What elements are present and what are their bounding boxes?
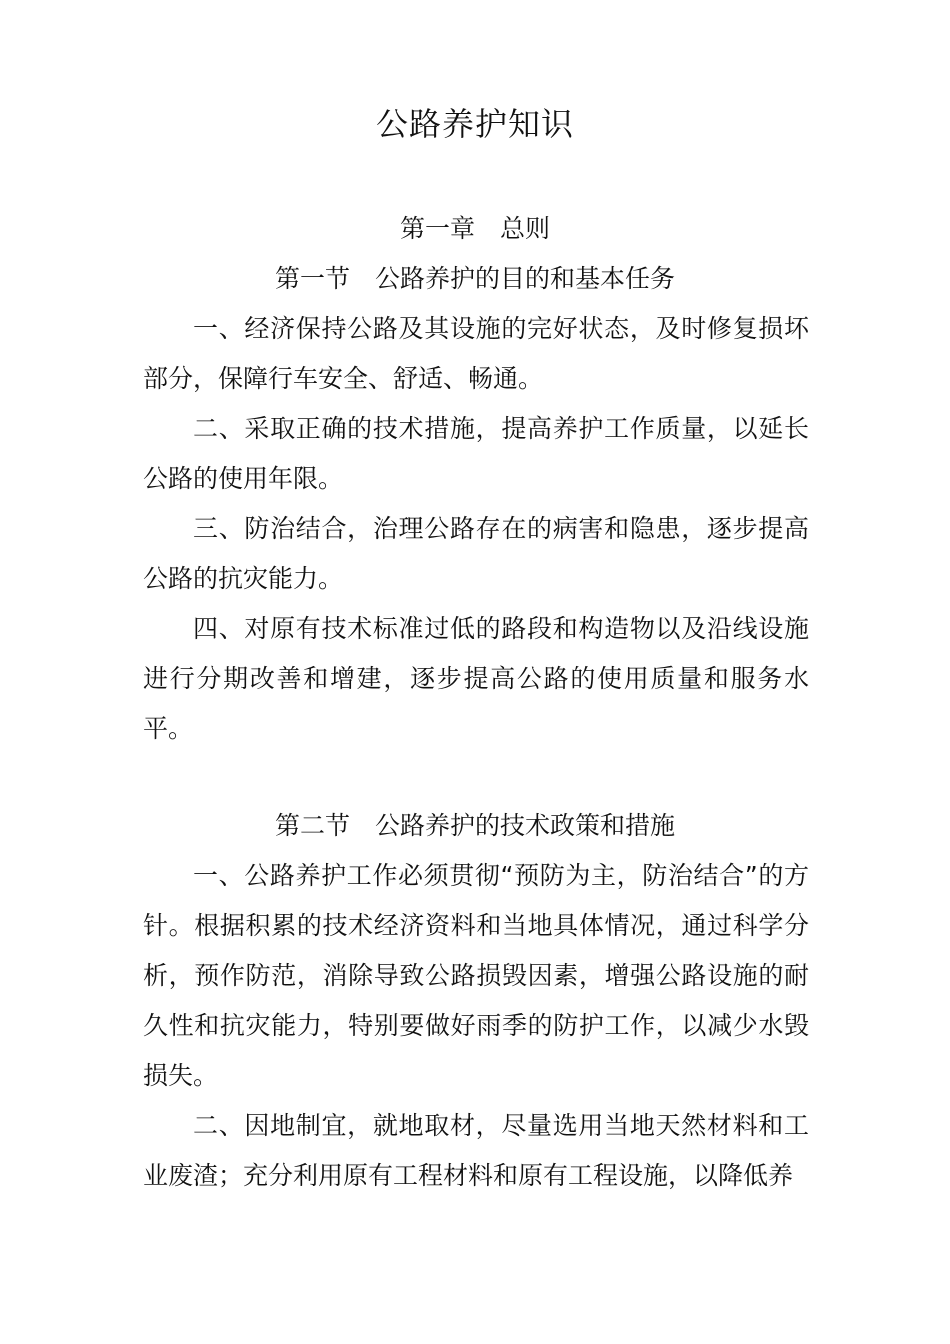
section-heading-1: 第一节 公路养护的目的和基本任务 [274, 264, 675, 293]
paragraph: 二、采取正确的技术措施，提高养护工作质量，以延长公路的使用年限。 [143, 414, 809, 493]
chapter-heading: 第一章 总则 [399, 214, 550, 243]
section-heading-2: 第二节 公路养护的技术政策和措施 [274, 811, 675, 840]
paragraph: 二、因地制宜，就地取材，尽量选用当地天然材料和工业废渣；充分利用原有工程材料和原有工程设施，以降低养 [143, 1111, 809, 1190]
paragraph: 一、公路养护工作必须贯彻“预防为主，防治结合”的方针。根据积累的技术经济资料和当地具体情况，通过科学分析，预作防范，消除导致公路损毁因素，增强公路设施的耐久性和抗灾能力，特别要做好雨季的防护工作，以减少水毁损失。 [143, 861, 809, 1090]
paragraph: 一、经济保持公路及其设施的完好状态，及时修复损坏部分，保障行车安全、舒适、畅通。 [143, 314, 809, 393]
paragraph: 四、对原有技术标准过低的路段和构造物以及沿线设施进行分期改善和增建，逐步提高公路的使用质量和服务水平。 [143, 614, 809, 743]
document-title: 公路养护知识 [375, 105, 574, 143]
paragraph: 三、防治结合，治理公路存在的病害和隐患，逐步提高公路的抗灾能力。 [143, 514, 809, 593]
